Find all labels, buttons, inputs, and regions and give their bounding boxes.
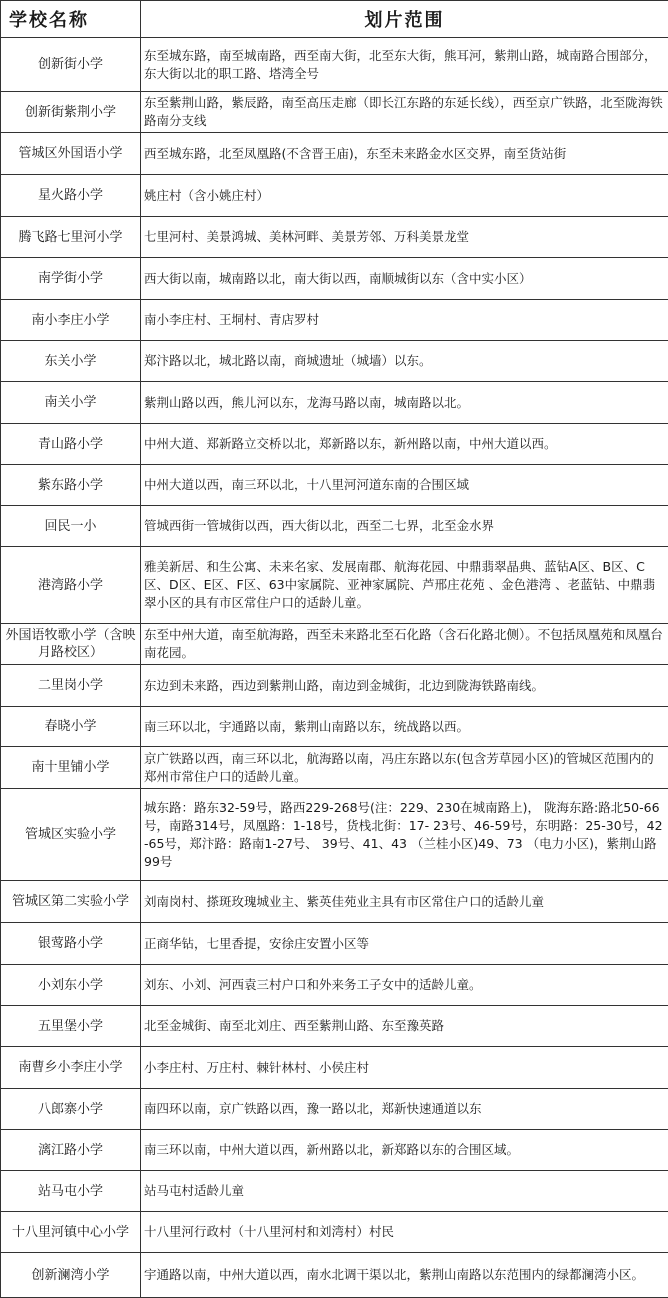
school-name-cell: 创新澜湾小学 [1,1253,141,1298]
school-name-cell: 管城区第二实验小学 [1,881,141,923]
district-range-cell: 东至城东路，南至城南路，西至南大街，北至东大街，熊耳河，紫荆山路，城南路合围部分，东大街以北的职工路、塔湾全号 [141,38,668,92]
district-range-cell: 中州大道、郑新路立交桥以北，郑新路以东，新州路以南，中州大道以西。 [141,424,668,465]
school-name-cell: 外国语牧歌小学（含映月路校区） [1,624,141,665]
school-name-cell: 漓江路小学 [1,1130,141,1171]
district-range-cell: 西至城东路，北至凤凰路(不含晋王庙)，东至未来路金水区交界，南至货站街 [141,133,668,175]
school-name-cell: 南学街小学 [1,258,141,300]
table-row [1,789,668,881]
district-range-cell: 宇通路以南，中州大道以西，南水北调干渠以北，紫荆山南路以东范围内的绿都澜湾小区。 [141,1253,668,1298]
district-range-cell: 北至金城街、南至北刘庄、西至紫荆山路、东至豫英路 [141,1006,668,1047]
school-name-cell: 南曹乡小李庄小学 [1,1047,141,1089]
school-name-cell: 星火路小学 [1,175,141,217]
table-row [1,624,668,665]
table-row [1,1006,668,1047]
school-name-cell: 二里岗小学 [1,665,141,707]
district-range-cell: 紫荆山路以西，熊儿河以东，龙海马路以南，城南路以北。 [141,382,668,424]
table-row [1,747,668,789]
district-range-cell: 雅美新居、和生公寓、未来名家、发展南郡、航海花园、中鼎翡翠晶典、蓝钻A区、B区、C区、D区、E区、F区、63中家属院、亚神家属院、芦邢庄花苑 、金色港湾 、老蓝钻、中鼎翡翠小区的具有市区常住户口的适龄儿童。 [141,547,668,624]
table-row [1,424,668,465]
district-range-cell: 南三环以南，中州大道以西，新州路以北，新郑路以东的合围区域。 [141,1130,668,1171]
school-name-cell: 腾飞路七里河小学 [1,217,141,258]
district-range-cell: 西大街以南，城南路以北，南大街以西，南顺城街以东（含中实小区） [141,258,668,300]
district-range-cell: 东边到未来路，西边到紫荆山路，南边到金城街，北边到陇海铁路南线。 [141,665,668,707]
table-row [1,1253,668,1298]
district-range-cell: 城东路：路东32-59号，路西229-268号(注：229、230在城南路上)， 陇海东路:路北50-66号，南路314号，凤凰路：1-18号，货栈北街：17- 23号、46-59号，东明路：25-30号，42-65号，郑汴路：路南1-27号、 39号、41、43 （兰桂小区)49、73 （电力小区)，紫荆山路99号 [141,789,668,881]
table-row [1,258,668,300]
district-range-cell: 中州大道以西，南三环以北，十八里河河道东南的合围区域 [141,465,668,506]
school-name-cell: 八郎寨小学 [1,1089,141,1130]
column-header-district-range: 划片范围 [141,1,668,38]
table-row [1,341,668,382]
table-row [1,965,668,1006]
school-name-cell: 回民一小 [1,506,141,547]
table-row [1,1212,668,1253]
school-name-cell: 五里堡小学 [1,1006,141,1047]
district-range-cell: 刘东、小刘、河西袁三村户口和外来务工子女中的适龄儿童。 [141,965,668,1006]
school-name-cell: 紫东路小学 [1,465,141,506]
table-row [1,506,668,547]
district-range-cell: 七里河村、美景鸿城、美林河畔、美景芳邻、万科美景龙堂 [141,217,668,258]
district-range-cell: 刘南岗村、搽斑玫瑰城业主、紫英佳苑业主具有市区常住户口的适龄儿童 [141,881,668,923]
table-row [1,382,668,424]
table-row [1,175,668,217]
district-range-cell: 郑汴路以北，城北路以南，商城遗址（城墙）以东。 [141,341,668,382]
table-row [1,923,668,965]
district-range-cell: 东至中州大道，南至航海路，西至未来路北至石化路（含石化路北侧）。不包括凤凰苑和凤凰台南花园。 [141,624,668,665]
table-header-row [1,1,668,38]
table-row [1,1047,668,1089]
district-range-cell: 京广铁路以西，南三环以北，航海路以南，冯庄东路以东(包含芳草园小区)的管城区范围内的郑州市常住户口的适龄儿童。 [141,747,668,789]
table-row [1,665,668,707]
district-range-cell: 南小李庄村、王垌村、青店罗村 [141,300,668,341]
table-row [1,547,668,624]
school-name-cell: 南小李庄小学 [1,300,141,341]
district-range-cell: 东至紫荆山路，紫辰路，南至高压走廊（即长江东路的东延长线），西至京广铁路，北至陇海铁路南分支线 [141,92,668,133]
district-range-cell: 正商华钻，七里香提，安徐庄安置小区等 [141,923,668,965]
district-range-cell: 十八里河行政村（十八里河村和刘湾村）村民 [141,1212,668,1253]
table-row [1,217,668,258]
table-row [1,133,668,175]
district-range-cell: 南三环以北，宇通路以南，紫荆山南路以东，统战路以西。 [141,707,668,747]
school-name-cell: 银莺路小学 [1,923,141,965]
table-row [1,707,668,747]
school-name-cell: 管城区外国语小学 [1,133,141,175]
school-name-cell: 创新街紫荆小学 [1,92,141,133]
column-header-school-name: 学校名称 [1,1,141,38]
district-range-cell: 小李庄村、万庄村、棘针林村、小侯庄村 [141,1047,668,1089]
school-name-cell: 管城区实验小学 [1,789,141,881]
school-name-cell: 南关小学 [1,382,141,424]
table-row [1,465,668,506]
district-range-cell: 南四环以南，京广铁路以西，豫一路以北，郑新快速通道以东 [141,1089,668,1130]
school-name-cell: 创新街小学 [1,38,141,92]
school-name-cell: 十八里河镇中心小学 [1,1212,141,1253]
school-name-cell: 小刘东小学 [1,965,141,1006]
school-name-cell: 春晓小学 [1,707,141,747]
district-range-cell: 站马屯村适龄儿童 [141,1171,668,1212]
school-name-cell: 青山路小学 [1,424,141,465]
table-row [1,1089,668,1130]
school-name-cell: 站马屯小学 [1,1171,141,1212]
school-name-cell: 南十里铺小学 [1,747,141,789]
table-row [1,1130,668,1171]
table-row [1,1171,668,1212]
school-name-cell: 东关小学 [1,341,141,382]
table-row [1,881,668,923]
table-row [1,38,668,92]
school-name-cell: 港湾路小学 [1,547,141,624]
district-range-cell: 姚庄村（含小姚庄村） [141,175,668,217]
district-range-cell: 管城西街一管城街以西，西大街以北，西至二七界，北至金水界 [141,506,668,547]
table-row [1,300,668,341]
table-row [1,92,668,133]
